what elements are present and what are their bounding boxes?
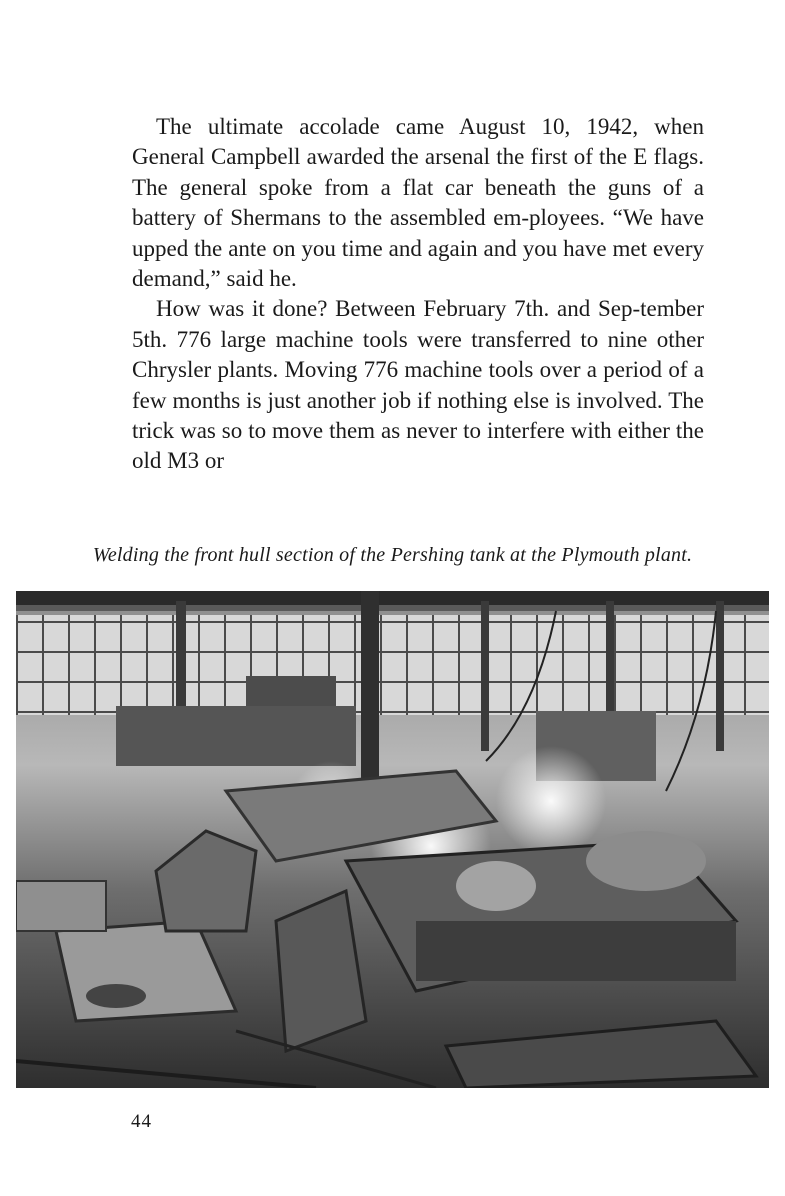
body-text [132,112,704,477]
figure-caption: Welding the front hull section of the Pershing tank at the Plymouth plant. [92,544,693,566]
paragraph-2: How was it done? Between February 7th. and Sep-tember 5th. 776 large machine tools were transferred to nine other Chrysler plants. Moving 776 machine tools over a period of a few months is just another job if nothing else is involved. The trick was so to move them as never to interfere with either the old M3 or [132,296,704,474]
page-number: 44 [131,1111,152,1132]
factory-photo [16,591,769,1088]
factory-photo-illustration [16,591,769,1088]
paragraph-1: The ultimate accolade came August 10, 1942, when General Campbell awarded the arsenal the first of the E flags. The general spoke from a flat car beneath the guns of a battery of Shermans to the assembled em-ployees. “We have upped the ante on you time and again and you have met every demand,” said he. [132,114,704,292]
